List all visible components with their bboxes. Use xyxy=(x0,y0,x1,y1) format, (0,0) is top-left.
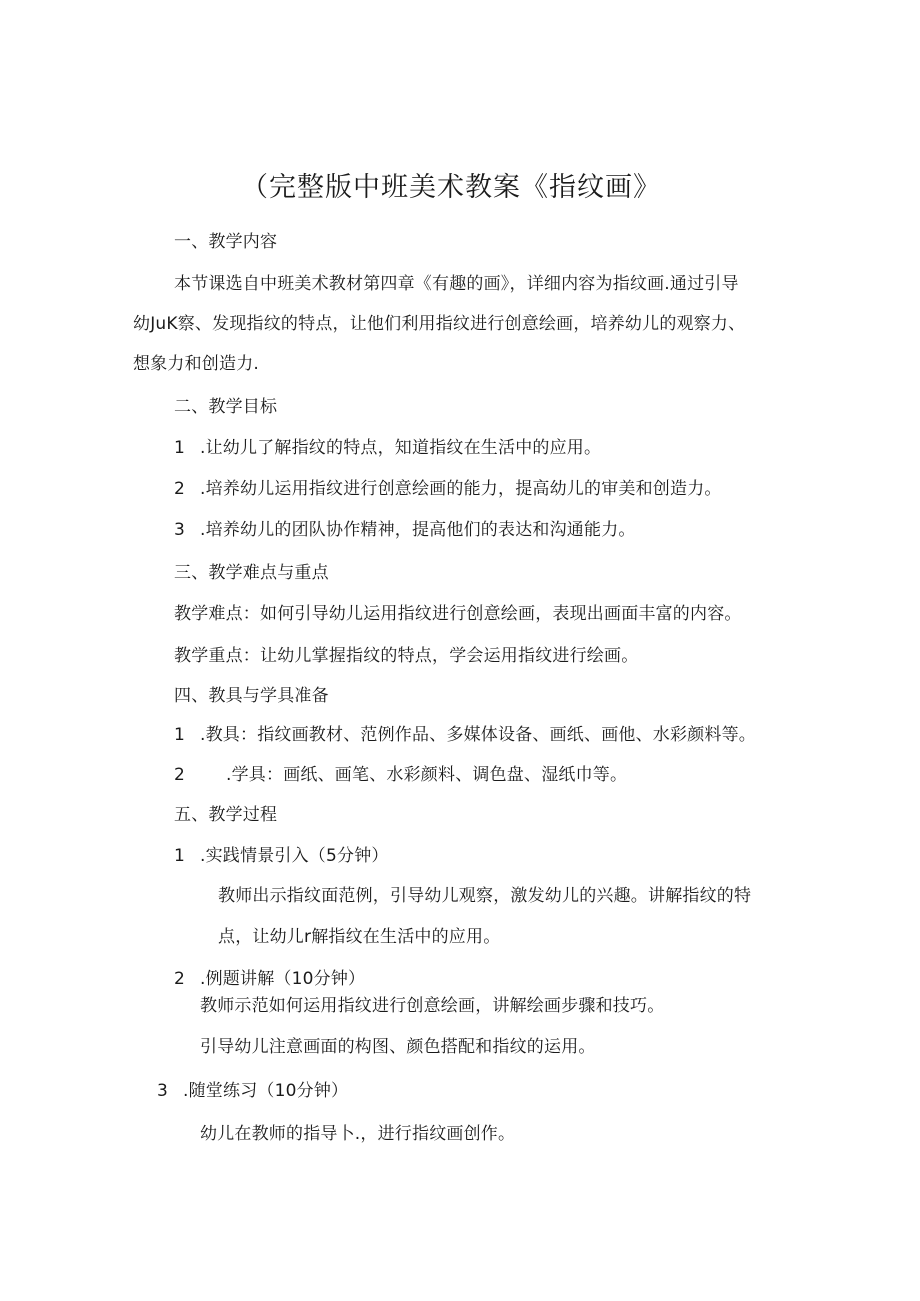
list-item-number: 1 xyxy=(174,725,186,745)
paragraph-line: 想象力和创造力. xyxy=(133,354,260,374)
list-item-text: .培养幼儿运用指纹进行创意绘画的能力，提高幼儿的审美和创造力。 xyxy=(200,479,722,499)
list-item-text: .让幼儿了解指纹的特点，知道指纹在生活中的应用。 xyxy=(200,438,602,458)
page-title: （完整版中班美术教案《指纹画》 xyxy=(241,172,661,203)
list-item-number: 1 xyxy=(174,438,186,458)
step-number: 3 xyxy=(157,1081,169,1101)
paragraph-line: 幼JuK察、发现指纹的特点，让他们利用指纹进行创意绘画，培养幼儿的观察力、 xyxy=(133,314,746,334)
list-item xyxy=(174,438,601,458)
difficulty-text: 教学难点：如何引导幼儿运用指纹进行创意绘画，表现出画面丰富的内容。 xyxy=(174,604,742,624)
step-description: 教师示范如何运用指纹进行创意绘画，讲解绘画步骤和技巧。 xyxy=(200,996,665,1016)
section-heading-key-points: 三、教学难点与重点 xyxy=(174,563,329,583)
section-heading-content: 一、教学内容 xyxy=(174,232,278,252)
step-number: 2 xyxy=(174,969,186,989)
step-heading xyxy=(157,1081,348,1101)
list-item-text: .教具：指纹画教材、范例作品、多媒体设备、画纸、画他、水彩颜料等。 xyxy=(200,725,757,745)
step-number: 1 xyxy=(174,846,186,866)
step-description: 幼儿在教师的指导卜.，进行指纹画创作。 xyxy=(200,1124,516,1144)
step-description: 教师出示指纹面范例，引导幼儿观察，激发幼儿的兴趣。讲解指纹的特 xyxy=(218,886,752,906)
list-item-number: 2 xyxy=(174,765,186,785)
step-description: 点，让幼儿r解指纹在生活中的应用。 xyxy=(218,927,501,947)
list-item xyxy=(174,479,722,499)
list-item xyxy=(174,725,756,745)
paragraph-line: 本节课选自中班美术教材第四章《有趣的画》，详细内容为指纹画.通过引导 xyxy=(174,274,739,294)
list-item xyxy=(174,520,636,540)
list-item-text: .培养幼儿的团队协作精神，提高他们的表达和沟通能力。 xyxy=(200,520,636,540)
key-point-text: 教学重点：让幼儿掌握指纹的特点，学会运用指纹进行绘画。 xyxy=(174,646,639,666)
step-heading xyxy=(174,846,389,866)
list-item xyxy=(174,765,627,785)
step-description: 引导幼儿注意画面的构图、颜色搭配和指纹的运用。 xyxy=(200,1037,596,1057)
list-item-number: 3 xyxy=(174,520,186,540)
step-heading xyxy=(174,969,365,989)
step-label: .例题讲解（10分钟） xyxy=(200,969,366,989)
step-label: .随堂练习（10分钟） xyxy=(183,1081,349,1101)
section-heading-process: 五、教学过程 xyxy=(174,805,278,825)
list-item-text: .学具：画纸、画笔、水彩颜料、调色盘、湿纸巾等。 xyxy=(226,765,628,785)
list-item-number: 2 xyxy=(174,479,186,499)
step-label: .实践情景引入（5分钟） xyxy=(200,846,389,866)
section-heading-goals: 二、教学目标 xyxy=(174,397,278,417)
section-heading-materials: 四、教具与学具准备 xyxy=(174,686,329,706)
